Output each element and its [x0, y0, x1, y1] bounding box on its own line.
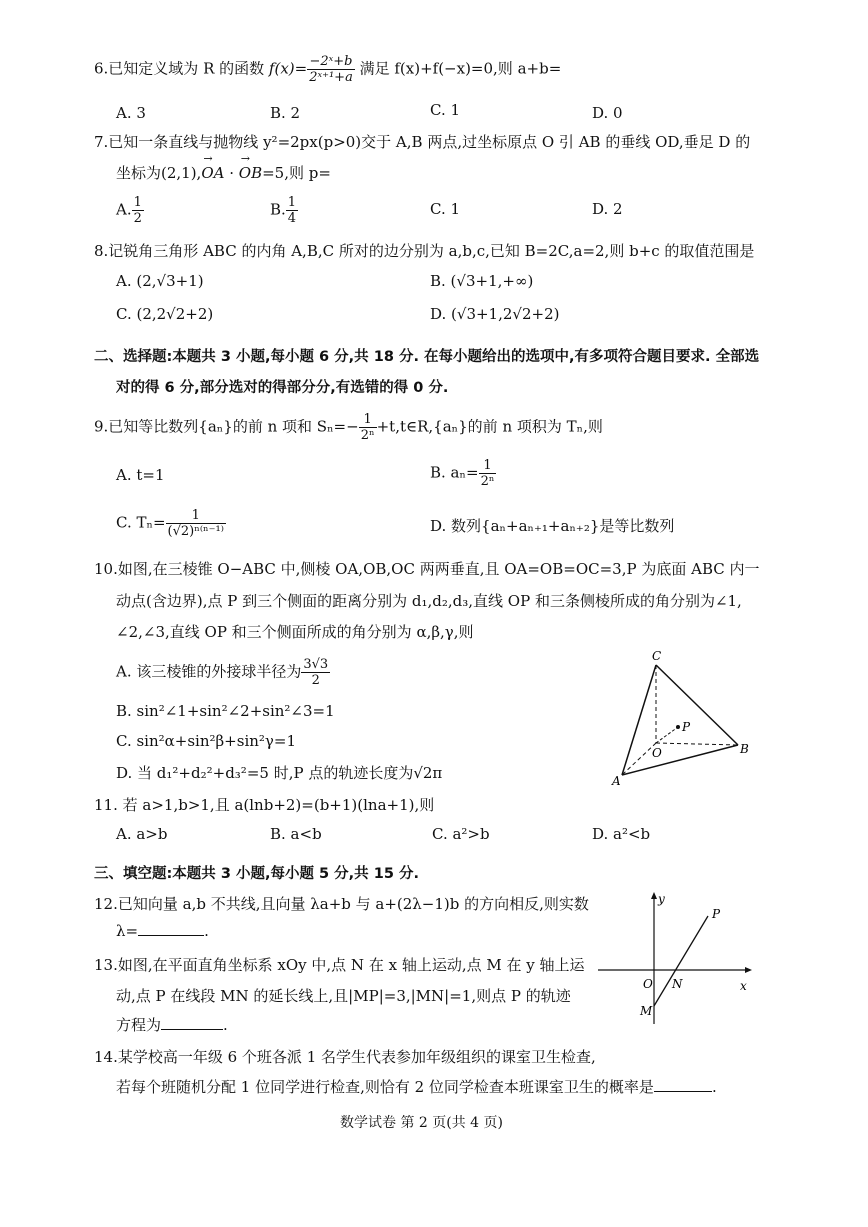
label-c: C [652, 649, 662, 663]
q6-option-b: B. 2 [270, 104, 301, 122]
q12-answer-blank[interactable] [138, 935, 204, 936]
edge-ob [656, 743, 738, 745]
q11-option-d: D. a²<b [592, 825, 651, 843]
question-11-stem: 11. 若 a>1,b>1,且 a(lnb+2)=(b+1)(lna+1),则 [94, 796, 435, 814]
label-y: y [658, 892, 665, 906]
q7-option-b: B. $\frac{1}{4}$ [270, 195, 297, 226]
edge-ab [622, 745, 738, 775]
segment-op [656, 727, 678, 743]
question-12-line2: λ= . [116, 922, 209, 940]
question-7-line2: 坐标为(2,1),→ OA · → OB=5,则 p= [116, 162, 331, 183]
section-2-heading-line2: 对的得 6 分,部分选对的得部分分,有选错的得 0 分. [116, 380, 449, 396]
q10-option-d: D. 当 d₁²+d₂²+d₃²=5 时,P 点的轨迹长度为√2π [116, 764, 443, 782]
question-13-line2: 动,点 P 在线段 MN 的延长线上,且|MP|=3,|MN|=1,则点 P 的轨迹 [116, 987, 571, 1005]
label-p: P [712, 907, 721, 921]
q8-option-d: D. (√3+1,2√2+2) [430, 305, 560, 323]
label-a: A [612, 774, 621, 788]
q11-option-a: A. a>b [116, 825, 168, 843]
question-8-stem: 8.记锐角三角形 ABC 的内角 A,B,C 所对的边分别为 a,b,c,已知 B=2C,a=2,则 b+c 的取值范围是 [94, 242, 755, 260]
q9-option-a: A. t=1 [116, 466, 165, 484]
label-o: O [652, 746, 662, 760]
question-9-stem: 9.已知等比数列{aₙ}的前 n 项和 Sₙ=− $\frac{1}{\text{2ⁿ}}$ +t,t∈R,{aₙ}的前 n 项积为 Tₙ,则 [94, 412, 603, 443]
label-n: N [672, 977, 683, 991]
q7-option-c: C. 1 [430, 200, 461, 218]
q10-option-c: C. sin²α+sin²β+sin²γ=1 [116, 732, 296, 750]
label-p: P [682, 720, 691, 734]
q9-option-c: C. Tₙ= $\frac{1}{\text{(√2)ⁿ⁽ⁿ⁻¹⁾}}$ [116, 508, 224, 539]
question-12-line1: 12.已知向量 a,b 不共线,且向量 λa+b 与 a+(2λ−1)b 的方向相反,则实数 [94, 895, 589, 913]
question-10-line3: ∠2,∠3,直线 OP 和三个侧面所成的角分别为 α,β,γ,则 [116, 623, 474, 641]
label-x: x [740, 979, 747, 993]
q8-option-c: C. (2,2√2+2) [116, 305, 214, 323]
page-footer: 数学试卷 第 2 页(共 4 页) [340, 1115, 503, 1131]
question-14-line1: 14.某学校高一年级 6 个班各派 1 名学生代表参加年级组织的课室卫生检查, [94, 1048, 596, 1066]
q6-option-a: A. 3 [116, 104, 146, 122]
q13-answer-blank[interactable] [161, 1029, 223, 1030]
q9-option-d: D. 数列{aₙ+aₙ₊₁+aₙ₊₂}是等比数列 [430, 517, 675, 535]
q7-option-d: D. 2 [592, 200, 623, 218]
label-m: M [640, 1004, 653, 1018]
question-13-line1: 13.如图,在平面直角坐标系 xOy 中,点 N 在 x 轴上运动,点 M 在 y 轴上运 [94, 956, 585, 974]
question-10-line1: 10.如图,在三棱锥 O−ABC 中,侧棱 OA,OB,OC 两两垂直,且 OA=OB=OC=3,P 为底面 ABC 内一 [94, 560, 760, 578]
question-14-line2: 若每个班随机分配 1 位同学进行检查,则恰有 2 位同学检查本班课室卫生的概率是 . [116, 1078, 717, 1096]
q11-option-b: B. a<b [270, 825, 322, 843]
edge-cb [656, 665, 738, 745]
q11-option-c: C. a²>b [432, 825, 490, 843]
coordinate-figure [596, 888, 756, 1026]
q7-option-a: A. $\frac{1}{2}$ [116, 195, 142, 226]
q6-option-c: C. 1 [430, 101, 461, 119]
q8-option-a: A. (2,√3+1) [116, 272, 204, 290]
section-3-heading: 三、填空题:本题共 3 小题,每小题 5 分,共 15 分. [94, 866, 419, 882]
q10-option-a: A. 该三棱锥的外接球半径为 $\frac{3√3}{2}$ [116, 657, 329, 688]
line-mnp [654, 916, 708, 1006]
x-axis-arrow-icon [745, 967, 752, 973]
point-p [676, 725, 680, 729]
q6-option-d: D. 0 [592, 104, 623, 122]
q14-answer-blank[interactable] [654, 1091, 712, 1092]
question-10-line2: 动点(含边界),点 P 到三个侧面的距离分别为 d₁,d₂,d₃,直线 OP 和三条侧棱所成的角分别为∠1, [116, 592, 742, 610]
question-7-line1: 7.已知一条直线与抛物线 y²=2px(p>0)交于 A,B 两点,过坐标原点 O 引 AB 的垂线 OD,垂足 D 的 [94, 133, 751, 151]
q9-option-b: B. aₙ= $\frac{1}{\text{2ⁿ}}$ [430, 458, 495, 489]
tetrahedron-figure [610, 645, 760, 790]
question-13-line3: 方程为 . [116, 1016, 228, 1034]
section-2-heading-line1: 二、选择题:本题共 3 小题,每小题 6 分,共 18 分. 在每小题给出的选项中,有多项符合题目要求. 全部选 [94, 349, 760, 365]
q8-option-b: B. (√3+1,+∞) [430, 272, 534, 290]
y-axis-arrow-icon [651, 892, 657, 899]
question-6-stem: 6.已知定义域为 R 的函数 f(x)= $\frac{\text{−2ˣ+b}}{\text{2ˣ⁺¹+a}}$ 满足 f(x)+f(−x)=0,则 a+b= [94, 54, 562, 85]
label-o: O [643, 977, 653, 991]
q10-option-b: B. sin²∠1+sin²∠2+sin²∠3=1 [116, 702, 335, 720]
q6-fraction: $\frac{\text{−2ˣ+b}}{\text{2ˣ⁺¹+a}}$ [309, 54, 353, 85]
label-b: B [740, 742, 749, 756]
